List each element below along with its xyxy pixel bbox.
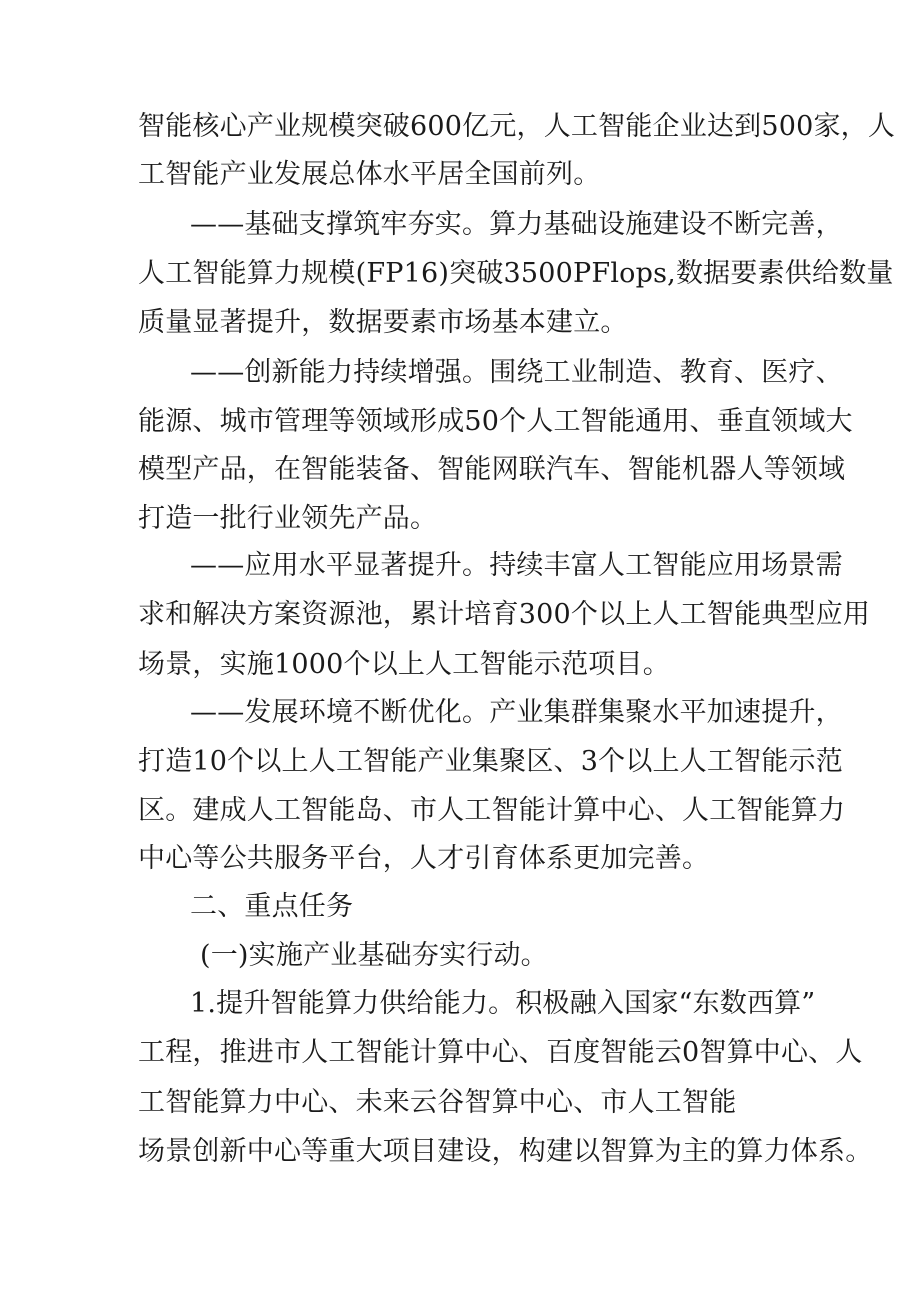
text-line: 场景，实施1000个以上人工智能示范项目。 [138,649,670,680]
text-line: 求和解决方案资源池，累计培育300个以上人工智能典型应用 [138,599,871,630]
text-line: 工智能算力中心、未来云谷智算中心、市人工智能 [138,1087,737,1118]
text-line: ——基础支撑筑牢夯实。算力基础设施建设不断完善， [190,209,843,240]
section-heading: 二、重点任务 [190,891,354,922]
text-line: ——应用水平显著提升。持续丰富人工智能应用场景需 [190,550,843,581]
text-line: 区。建成人工智能岛、市人工智能计算中心、人工智能算力 [138,795,846,826]
text-line: ——创新能力持续增强。围绕工业制造、教育、医疗、 [190,357,843,388]
text-line: ——发展环境不断优化。产业集群集聚水平加速提升， [190,697,843,728]
text-line: 智能核心产业规模突破600亿元，人工智能企业达到500家，人 [138,111,896,142]
text-line: 人工智能算力规模(FP16)突破3500PFlops,数据要素供给数量 [138,258,894,289]
text-line: 打造一批行业领先产品。 [138,503,438,534]
text-line: 场景创新中心等重大项目建设，构建以智算为主的算力体系。 [138,1136,873,1167]
subsection-heading: (一)实施产业基础夯实行动。 [200,940,548,971]
text-line: 工程，推进市人工智能计算中心、百度智能云0智算中心、人 [138,1037,863,1068]
text-line: 1.提升智能算力供给能力。积极融入国家“东数西算” [190,988,816,1019]
text-line: 质量显著提升，数据要素市场基本建立。 [138,307,628,338]
text-line: 工智能产业发展总体水平居全国前列。 [138,159,601,190]
text-line: 中心等公共服务平台，人才引育体系更加完善。 [138,843,710,874]
text-line: 模型产品，在智能装备、智能网联汽车、智能机器人等领域 [138,454,846,485]
text-line: 能源、城市管理等领域形成50个人工智能通用、垂直领域大 [138,406,853,437]
text-line: 打造10个以上人工智能产业集聚区、3个以上人工智能示范 [138,746,843,777]
